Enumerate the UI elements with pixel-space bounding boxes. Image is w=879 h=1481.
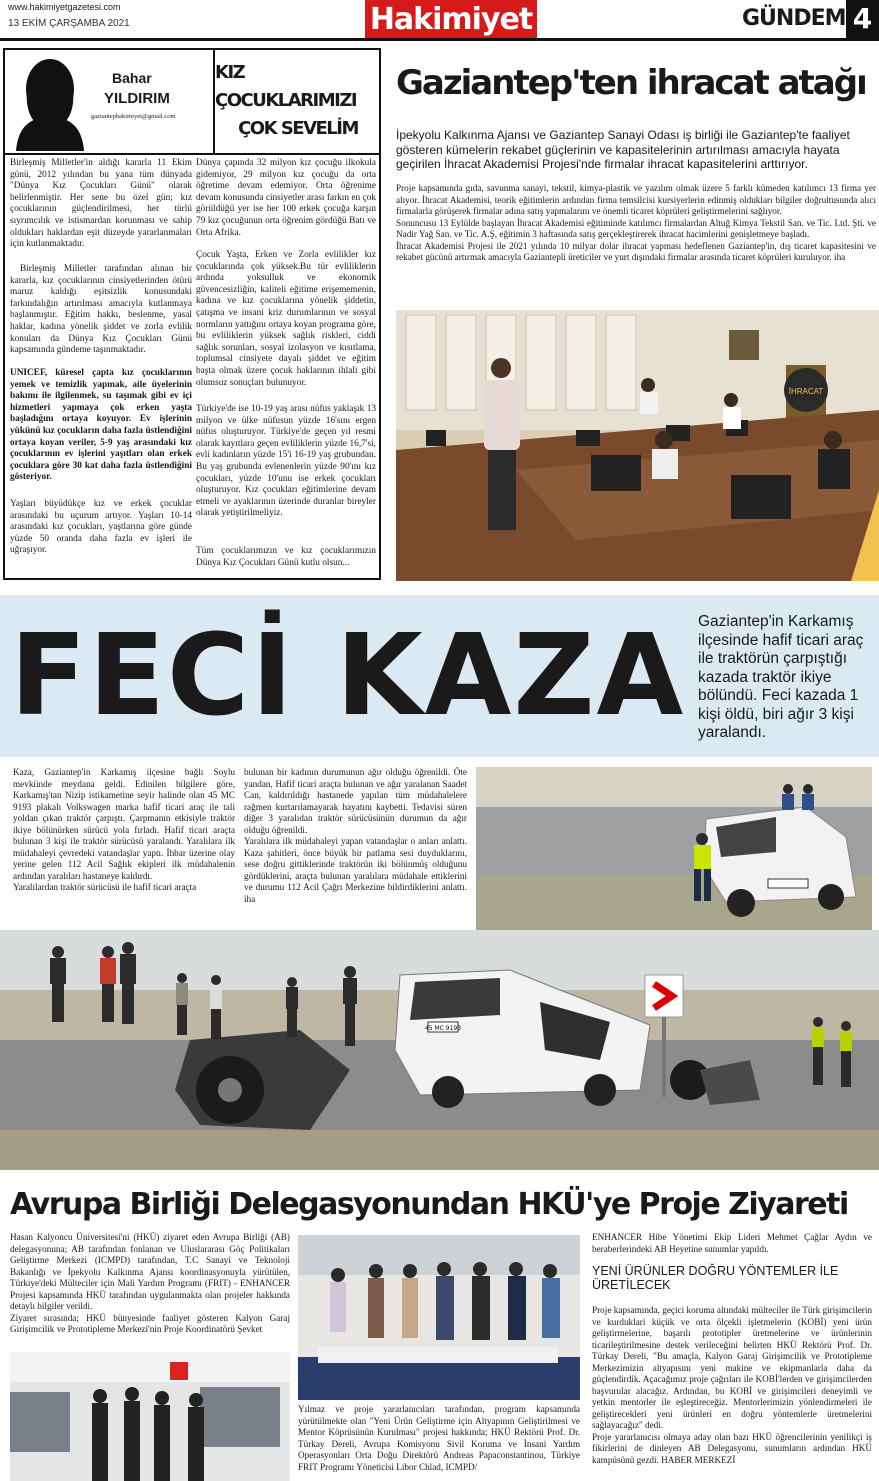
accident-headline: FECİ KAZA xyxy=(10,611,686,741)
eu-body-col3-intro: ENHANCER Hibe Yönetimi Ekip Lideri Mehmet Çağlar Aydın ve beraberlerindeki AB Heyetine sunumlar yapıldı. xyxy=(592,1232,872,1254)
export-lead: İpekyolu Kalkınma Ajansı ve Gaziantep Sanayi Odası iş birliği ile Gaziantep'te faaliyet gösteren kümelerin rekabet güçlerinin ve kapasitelerinin artırılması amacıyla hayata geçirilen İhracat Akademisi Projesi'nde firmalar ihracat kapasitelerini arttırıyor. xyxy=(396,128,850,171)
issue-date: 13 EKİM ÇARŞAMBA 2021 xyxy=(8,18,130,29)
column-paragraph: Türkiye'de ise 10-19 yaş arası nüfus yaklaşık 13 milyon ve ülke nüfusun yüzde 16'sını ergen nüfus oluşturuyor. Türkiye'de geçen yıl resmi olarak kayıtlara geçen evliliklerin yüzde 16,7'si, evli kadınların yüzde 15'i 16-19 yaş grubundan. Bu yaş grubunda evlenenlerin yüzde 90'ını kız çocukları, yüzde 10'unu ise erkek çocukları oluşturuyor. Kız çocukları eğitimlerine devam etmeli ve ayaklarının üzerinde duranlar bireyler olarak yetiştirilmeliyiz. xyxy=(196,404,376,519)
column-title xyxy=(213,48,381,153)
author-silhouette-icon xyxy=(10,55,88,151)
accident-body-col1: Kaza, Gaziantep'in Karkamış ilçesine bağlı Soylu mevkiinde meydana geldi. Edinilen bilgilere göre, Karkamış'tan Nizip istikametine seyir halinde olan 45 MC 9193 plakalı Volkswagen marka hafif ticari araç ile tali yoldan çıkan traktör çarpıştı. Çarpmanın etkisiyle traktör ikiye bölünürken sürücü yola fırladı. Hafif ticari araçta bulunan 3 kişi ile traktör sürücüsü yaralandı. Yaralılara ilk müdahaleyi çevredeki vatandaşlar yaptı. İhbar üzerine olay yerine gelen 112 Acil Sağlık ekipleri ilk müdahalenin ardından yaralıları hastaneye kaldırdı. Yaralılardan traktör sürücüsü ile hafif ticari araçta xyxy=(13,767,235,892)
page-number: 4 xyxy=(846,0,879,38)
author-first-name: Bahar xyxy=(112,70,152,86)
column-paragraph: Tüm çocuklarımızın ve kız çocuklarımızın Dünya Kız Çocukları Günü kutlu olsun... xyxy=(196,546,376,568)
eu-photo-workshop xyxy=(10,1352,290,1481)
export-body: Proje kapsamında gıda, savunma sanayi, tekstil, kimya-plastik ve yazılım olmak üzere 5 farklı kümeden katılımcı 13 firma yer alıyor. İhracat Akademisi, teorik eğitimlerin ardından firma temsilcisi kursiyerlerin edinmiş oldukları bilgiler doğrultusunda alıcı firmalarla görüşerek firmalar adına satış yapmalarını ve önemli ticaret köprüleri geliştirmelerini sağlıyor. Sonuncusu 13 Eylülde başlayan İhracat Akademisi eğitiminde katılımcı firmalardan Altuğ Kimya Tekstil San. ve Tic. Ltd. Şti. ve Nadir Yağ San. ve Tic. A.Ş, eğitimin 3 haftasında satış gerçekleştirerek ihracat hacimlerini genişletmeye başladı. İhracat Akademisi Projesi ile 2021 yılında 10 milyar dolar ihracat yapması hedeflenen Gaziantep'in, dış ticaret kapasitesini ve rekabet gücünü artırmak amacıyla Gaziantepli üreticiler ve yurt dışındaki firmalar arasında ticaret köprüleri kuruluyor. iha xyxy=(396,183,876,262)
author-email[interactable]: gaziantephakimiyet@gmail.com xyxy=(91,113,176,120)
accident-lead: Gaziantep'in Karkamış ilçesinde hafif ticari araç ile traktörün çarpıştığı kazada traktör ikiye bölündü. Feci kazada 1 kişi öldü, biri ağır 3 kişi yaralandı. xyxy=(698,613,864,741)
eu-subheading: YENİ ÜRÜNLER DOĞRU YÖNTEMLER İLE ÜRETİLECEK xyxy=(592,1264,839,1292)
column-title-line1: KIZ ÇOCUKLARIMIZI xyxy=(215,61,357,111)
van-plate: 45 MC 9193 xyxy=(424,1025,462,1032)
banner-text: İHRACAT xyxy=(788,387,824,396)
column-paragraph: Birleşmiş Milletler tarafından alınan bir kararla, kız çocuklarının cinsiyetlerinden ötürü maruz kaldığı eşitsizlik konusundaki farkındalığın artırılması amacıyla kutlanmaya başlanmıştır. Eğitim hakkı, beslenme, yasal haklar, kadına yönelik şiddet ve zorla evlilik konuları da Dünya Kız Çocukları Günü kapsamında gündeme taşınmaktadır. xyxy=(10,264,192,356)
export-photo xyxy=(396,310,879,581)
section-name: GÜNDEM xyxy=(742,6,846,31)
site-url[interactable]: www.hakimiyetgazetesi.com xyxy=(8,2,121,12)
eu-photo-meeting xyxy=(298,1235,580,1400)
column-title-line2: ÇOK SEVELİM xyxy=(238,117,358,139)
accident-body-col2: bulunan bir kadının durumunun ağır olduğu öğrenildi. Öte yandan, Hafif ticari araçta bulunan ve ağır yaralanan Saadet Can, kaldırıldığı hastanede yapılan tüm müdahalelere rağmen kurtarılamayarak hayatını kaybetti. Tedavisi süren diğer 3 yaralıdan traktör sürücüsünün durumun da ağır olduğu öğrenildi. Yaralılara ilk müdahaleyi yapan vatandaşlar o anları anlattı. Kaza şahitleri, önce büyük bir patlama sesi duyduklarını, sese doğru gittiklerinde traktörün iki bölünmüş olduğunu gördüklerini, araçta bulunan yaralılara müdahale ettiklerini ve durumu 112 Acil Çağrı Merkezine bildirdiklerini anlattı. iha xyxy=(244,767,467,904)
eu-body-col2: Yılmaz ve proje yararlanıcıları tarafından, program kapsamında yürütülmekte olan "Yeni Ürün Geliştirme için Altyapının Geliştirilmesi ve Mentor Köprüsünün Kurulması" projesi hakkında; HKÜ Rektörü Prof. Dr. Türkay Dereli, Avrupa Komisyonu Sivil Koruma ve İnsani Yardım Operasyonları Orta Doğu Direktörü Andreas Papaconstantinou, Türkiye FRIT Programı Yöneticisi Libor Chlad, ICMPD/ xyxy=(298,1404,580,1472)
accident-photo-small xyxy=(476,767,872,948)
author-last-name: YILDIRIM xyxy=(104,90,170,107)
eu-headline: Avrupa Birliği Delegasyonundan HKÜ'ye Proje Ziyareti xyxy=(10,1187,848,1222)
column-paragraph: Dünya çapında 32 milyon kız çocuğu ilkokula gidemiyor, 29 milyon kız çocuğu da orta öğretime devam edemiyor. Orta öğrenime devam konusunda cinsiyetler arası farkın en çok görüldüğü yer ise her 100 erkek çocuğa karşın 79 kız çocuğunun orta öğrenim gördüğü Batı ve Orta Afrika. xyxy=(196,158,376,238)
eu-body-col1: Hasan Kalyoncu Üniversitesi'ni (HKÜ) ziyaret eden Avrupa Birliği (AB) delegasyonuna; AB tarafından fonlanan ve Uluslararası Göç Politikaları Geliştirme Merkezi (ICMPD) tarafından, T.C Sanayi ve Teknoloji Bakanlığı ve İpekyolu Kalkınma Ajansı koordinasyonuyla yürütülen, Türkiye'deki Mülteciler için Mali Yardım Programı (FRIT) - ENHANCER Projesi kapsamında HKÜ tarafından uygulanmakta olan projeler hakkında detaylı bilgiler verildi. Ziyaret sırasında; HKÜ bünyesinde faaliyet gösteren Kalyon Garaj Girişimcilik ve Prototipleme Merkezi'nin Proje Koordinatörü Şevket xyxy=(10,1232,290,1334)
accident-photo-large xyxy=(0,930,879,1170)
column-paragraph: Birleşmiş Milletler'in aldığı kararla 11 Ekim günü, 2012 yılından bu yana tüm dünyada "Dünya Kız Çocukları Günü" olarak belirlenmiştir. Her sene bu özel gün; kız çocuklarının güçlendirilmesi, her türlü sıyrımcılık ve istismardan korunması ve sahip oldukları haklardan eşit düzeyde yararlanmaları için kutlanmaktadır. xyxy=(10,158,192,250)
column-separator xyxy=(3,153,381,155)
eu-body-col3: Proje kapsamında, geçici koruma altındaki mülteciler ile Türk girişimcilerin ve kurduklari küçük ve orta ölçekli işletmelerin (KOBİ) yeni ürün geliştirmelerine, başarılı prototipler üretmelerine ve ürünlerinin ticarileştirilmesine destek verileceğini belirten HKÜ Rektörü Prof. Dr. Türkay Dereli, "Bu amaçla, Kalyon Garaj Girişimcilik ve Prototipleme Merkezimizin altyapısını yeni makine ve ekipmanlarla daha da güçlendirdik. Açacağımız proje çağrıları ile KOBİ'lerden ve girişimcilerden başvurular alacağız. Ardından, bu KOBİ ve girişimcileri deneyimli ve yetkin mentorler ile eşleştireceğiz. Mentorlerimizin yönlendirmeleri ile geliştirecekleri yeni ürünleri en doğru yöntemlerle üretmelerini sağlayacağız" dedi. Proje yararlanıcısı olmaya aday olan bazı HKÜ öğrencilerinin yenilikçi iş fikirlerini de dinleyen AB Delegasyonu, sunumların ardından HKÜ kampüsünü gezdi. HABER MERKEZİ xyxy=(592,1305,872,1465)
newspaper-logo xyxy=(365,0,537,38)
column-paragraph: Yaşları büyüdükçe kız ve erkek çocuklar arasındaki bu uçurum artıyor. Yaşları 10-14 arasındaki kız çocukları, yaştlarına göre günde yüzde 50 oranda daha fazla ev işleri ile uğraşıyor. xyxy=(10,499,192,556)
column-paragraph-bold: UNICEF, küresel çapta kız çocuklarının yemek ve temizlik yapmak, aile üyelerinin bakımı ile ilgilenmek, su taşımak gibi ev içi hizmetleri yapmaya çok erken yaşta başladığını ortaya koyuyor. Ev işlerinin yükünü kız çocukların daha fazla üstlendiğini ortaya koyan veriler, 5-9 yaş arasındaki kız çocuklarının ev işlerini yaşıtları olan erkek çocuklara göre 30 kat daha fazla üstlendiğini gösteriyor. xyxy=(10,368,192,483)
export-headline: Gaziantep'ten ihracat atağı xyxy=(396,63,866,103)
ihracat-banner xyxy=(784,368,828,412)
column-paragraph: Çocuk Yaşta, Erken ve Zorla evlilikler kız çocuklarında çok yüksek.Bu tür evliliklerin ardında yoksulluk ve ekonomik güvencesizliğin, kaliteli eğitime erişememenin, kadına ve kız çocuklarına yönelik şiddetin, çatışma ve insani kriz durumlarının ve sosyal normların yattığını ortaya koyan programa göre, bu evliliklerin yüksek sağlık riskleri, ciddi sağlık sorunları, sosyal izolasyon ve kısıtlama, toplumsal cinsiyete dayalı şiddet ve eğitim başta olmak üzere çocuk haklarının ihlali gibi olumsuz sonuçları bulunuyor. xyxy=(196,250,376,388)
logo-text: Hakimiyet xyxy=(369,1,533,37)
presenter xyxy=(484,358,520,530)
